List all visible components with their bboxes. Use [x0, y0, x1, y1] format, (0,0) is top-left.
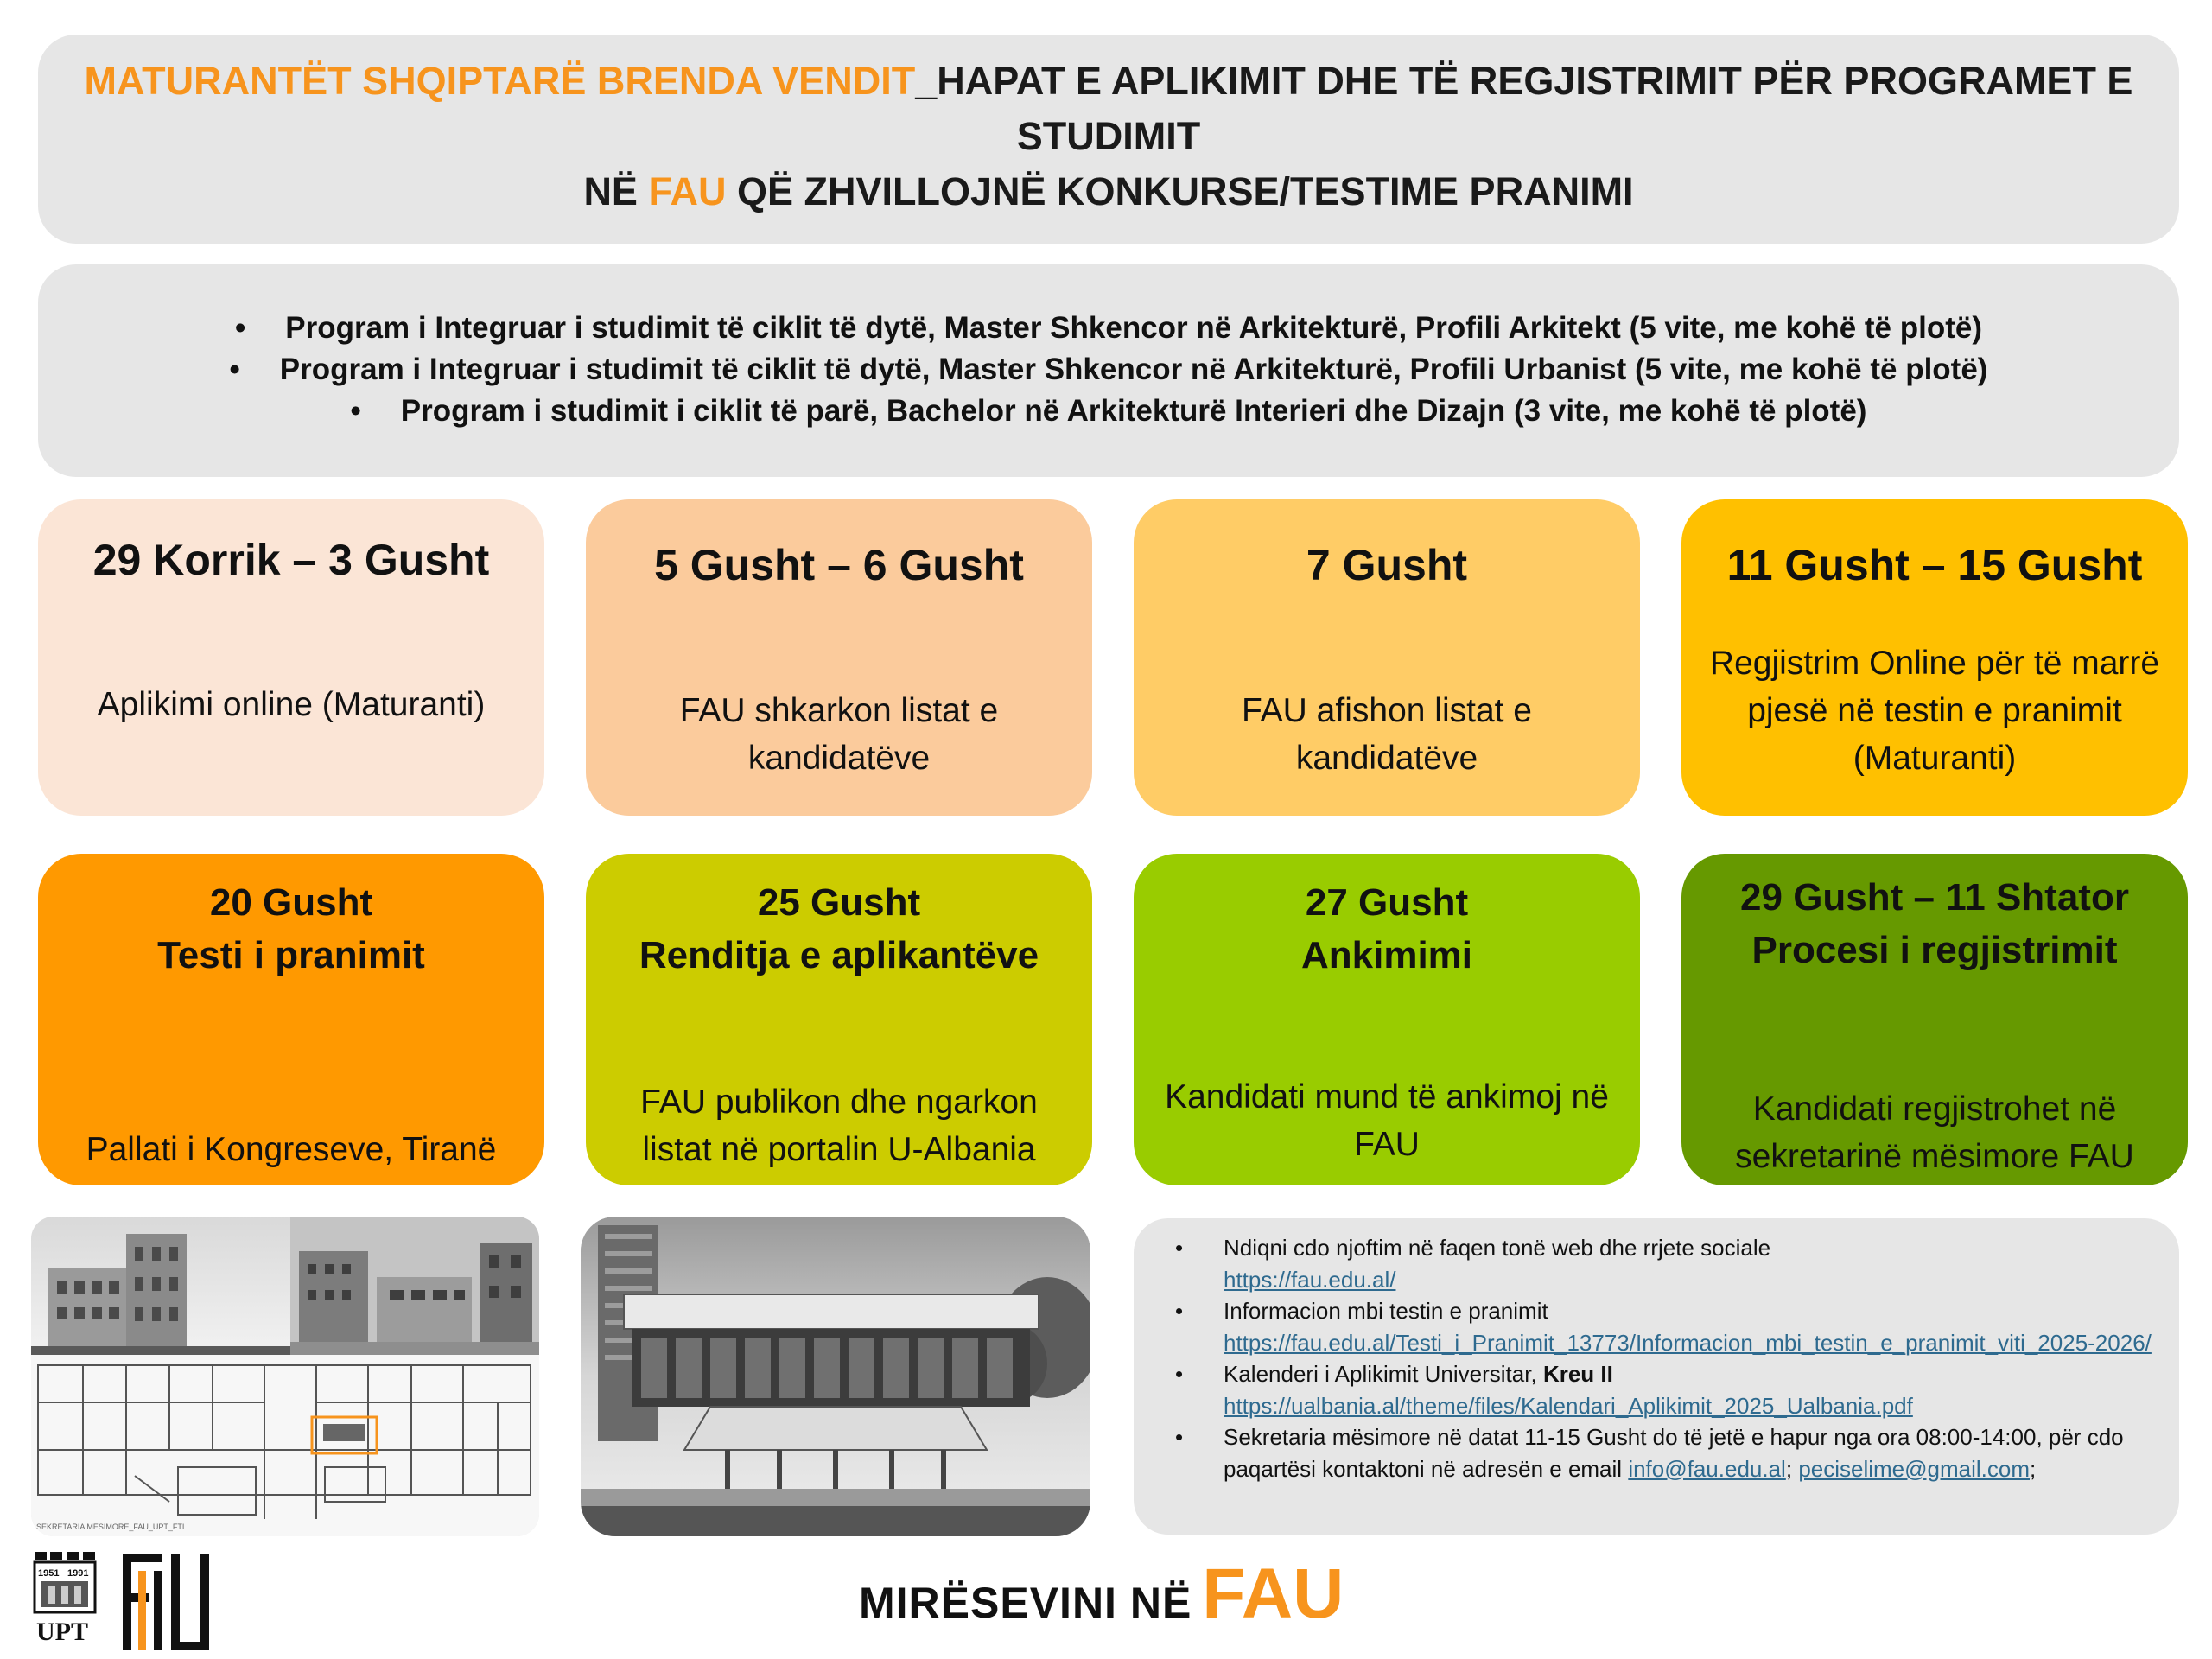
title-orange-part: MATURANTËT SHQIPTARË BRENDA VENDIT [84, 59, 916, 103]
step-date: 20 Gusht [209, 881, 373, 924]
info-text: Ndiqni cdo njoftim në faqen tonë web dhe rrjete sociale [1224, 1235, 1771, 1261]
step-date: 27 Gusht [1305, 881, 1469, 924]
logo-year-right: 1991 [67, 1568, 89, 1579]
logo-year-left: 1951 [38, 1568, 60, 1579]
step-heading [594, 876, 1084, 982]
info-bold-text: Kreu II [1542, 1361, 1613, 1387]
step-title: Procesi i regjistrimit [1751, 929, 2118, 971]
step-date: 5 Gusht – 6 Gusht [654, 541, 1024, 589]
logos [33, 1550, 240, 1654]
programs-list [38, 308, 2179, 432]
step-description: Kandidati mund të ankimoj në FAU [1165, 1078, 1609, 1163]
logo-fau-text: FAU [33, 1550, 35, 1551]
step-description: Aplikimi online (Maturanti) [97, 686, 486, 723]
step-description: FAU afishon listat e kandidatëve [1242, 692, 1532, 777]
end-punct: ; [2030, 1455, 2037, 1482]
step-card-ranking [586, 854, 1092, 1185]
step-card-application [38, 499, 544, 816]
program-item: • Program i Integruar i studimit të ciklit të dytë, Master Shkencor në Arkitekturë, Profili Arkitekt (5 vite, me kohë të plotë) [38, 308, 2179, 349]
fau-website-link[interactable]: https://fau.edu.al/ [1224, 1266, 1396, 1293]
upt-fau-logos [33, 1550, 240, 1654]
info-item-calendar [1175, 1358, 2153, 1421]
info-list [1175, 1232, 2153, 1484]
step-date: 11 Gusht – 15 Gusht [1726, 541, 2143, 589]
step-heading [1142, 876, 1631, 982]
step-card-download-lists [586, 499, 1092, 816]
step-card-online-registration [1681, 499, 2188, 816]
page-title [38, 54, 2179, 219]
info-item-follow [1175, 1232, 2153, 1295]
step-heading [47, 876, 536, 982]
welcome-text: MIRËSEVINI NË [859, 1579, 1192, 1627]
programs-panel [38, 264, 2179, 477]
program-item: • Program i studimit i ciklit të parë, Bachelor në Arkitekturë Interieri dhe Dizajn (3 vite, me kohë të plotë) [38, 391, 2179, 432]
info-item-secretariat [1175, 1421, 2153, 1484]
info-panel [1134, 1218, 2179, 1535]
step-title: Renditja e aplikantëve [639, 934, 1039, 976]
faculty-building-and-plan-image [31, 1217, 539, 1536]
calendar-pdf-link[interactable]: https://ualbania.al/theme/files/Kalendari_Aplikimit_2025_Ualbania.pdf [1224, 1392, 1913, 1419]
step-description: Kandidati regjistrohet në sekretarinë mësimore FAU [1735, 1090, 2134, 1175]
step-date: 25 Gusht [757, 881, 921, 924]
test-info-link[interactable]: https://fau.edu.al/Testi_i_Pranimit_13773/Informacion_mbi_testin_e_pranimit_viti_2025-2026/ [1224, 1329, 2152, 1356]
title-fau: FAU [648, 169, 727, 213]
title-dark-part: _HAPAT E APLIKIMIT DHE TË REGJISTRIMIT PËR PROGRAMET E STUDIMIT [915, 59, 2133, 158]
welcome-brand: FAU [1202, 1554, 1344, 1633]
step-date: 29 Gusht – 11 Shtator [1740, 876, 2129, 918]
title-dark-part-3: QË ZHVILLOJNË KONKURSE/TESTIME PRANIMI [736, 169, 1634, 213]
step-description: Pallati i Kongreseve, Tiranë [86, 1131, 497, 1168]
email-link-peciselime[interactable]: peciselime@gmail.com [1798, 1455, 2031, 1482]
title-panel [38, 35, 2179, 244]
building-plan-illustration [31, 1217, 539, 1536]
step-title: Testi i pranimit [157, 934, 425, 976]
step-description: FAU shkarkon listat e kandidatëve [679, 692, 999, 777]
palace-of-congresses-image [581, 1217, 1090, 1536]
info-item-test [1175, 1295, 2153, 1358]
step-description: Regjistrim Online për të marrë pjesë në testin e pranimit (Maturanti) [1709, 645, 2160, 777]
welcome-footer [859, 1554, 1344, 1631]
info-text: Informacion mbi testin e pranimit [1224, 1298, 1548, 1324]
upt-logo [35, 1552, 95, 1646]
photo-caption: SEKRETARIA MESIMORE_FAU_UPT_FTI [36, 1522, 185, 1531]
step-card-admission-test [38, 854, 544, 1185]
step-date: 7 Gusht [1306, 541, 1468, 589]
title-dark-part-2: NË [583, 169, 638, 213]
step-date: 29 Korrik – 3 Gusht [92, 536, 490, 584]
step-card-registration-process [1681, 854, 2188, 1185]
info-text: Kalenderi i Aplikimit Universitar, [1224, 1361, 1537, 1387]
step-card-post-lists [1134, 499, 1640, 816]
step-title: Ankimimi [1300, 934, 1473, 976]
program-item: • Program i Integruar i studimit të ciklit të dytë, Master Shkencor në Arkitekturë, Profili Urbanist (5 vite, me kohë të plotë) [38, 349, 2179, 391]
step-description: FAU publikon dhe ngarkon listat në portalin U-Albania [640, 1084, 1038, 1168]
step-card-appeal [1134, 854, 1640, 1185]
email-link-info[interactable]: info@fau.edu.al [1628, 1455, 1786, 1482]
step-heading [1690, 871, 2179, 976]
separator: ; [1785, 1455, 1793, 1482]
palace-illustration [581, 1217, 1090, 1536]
info-text: Sekretaria mësimore në datat 11-15 Gusht do të jetë e hapur nga ora 08:00-14:00, për cdo paqartësi kontaktoni në adresën e email [1224, 1424, 2124, 1482]
logo-upt-text: UPT [36, 1618, 88, 1646]
